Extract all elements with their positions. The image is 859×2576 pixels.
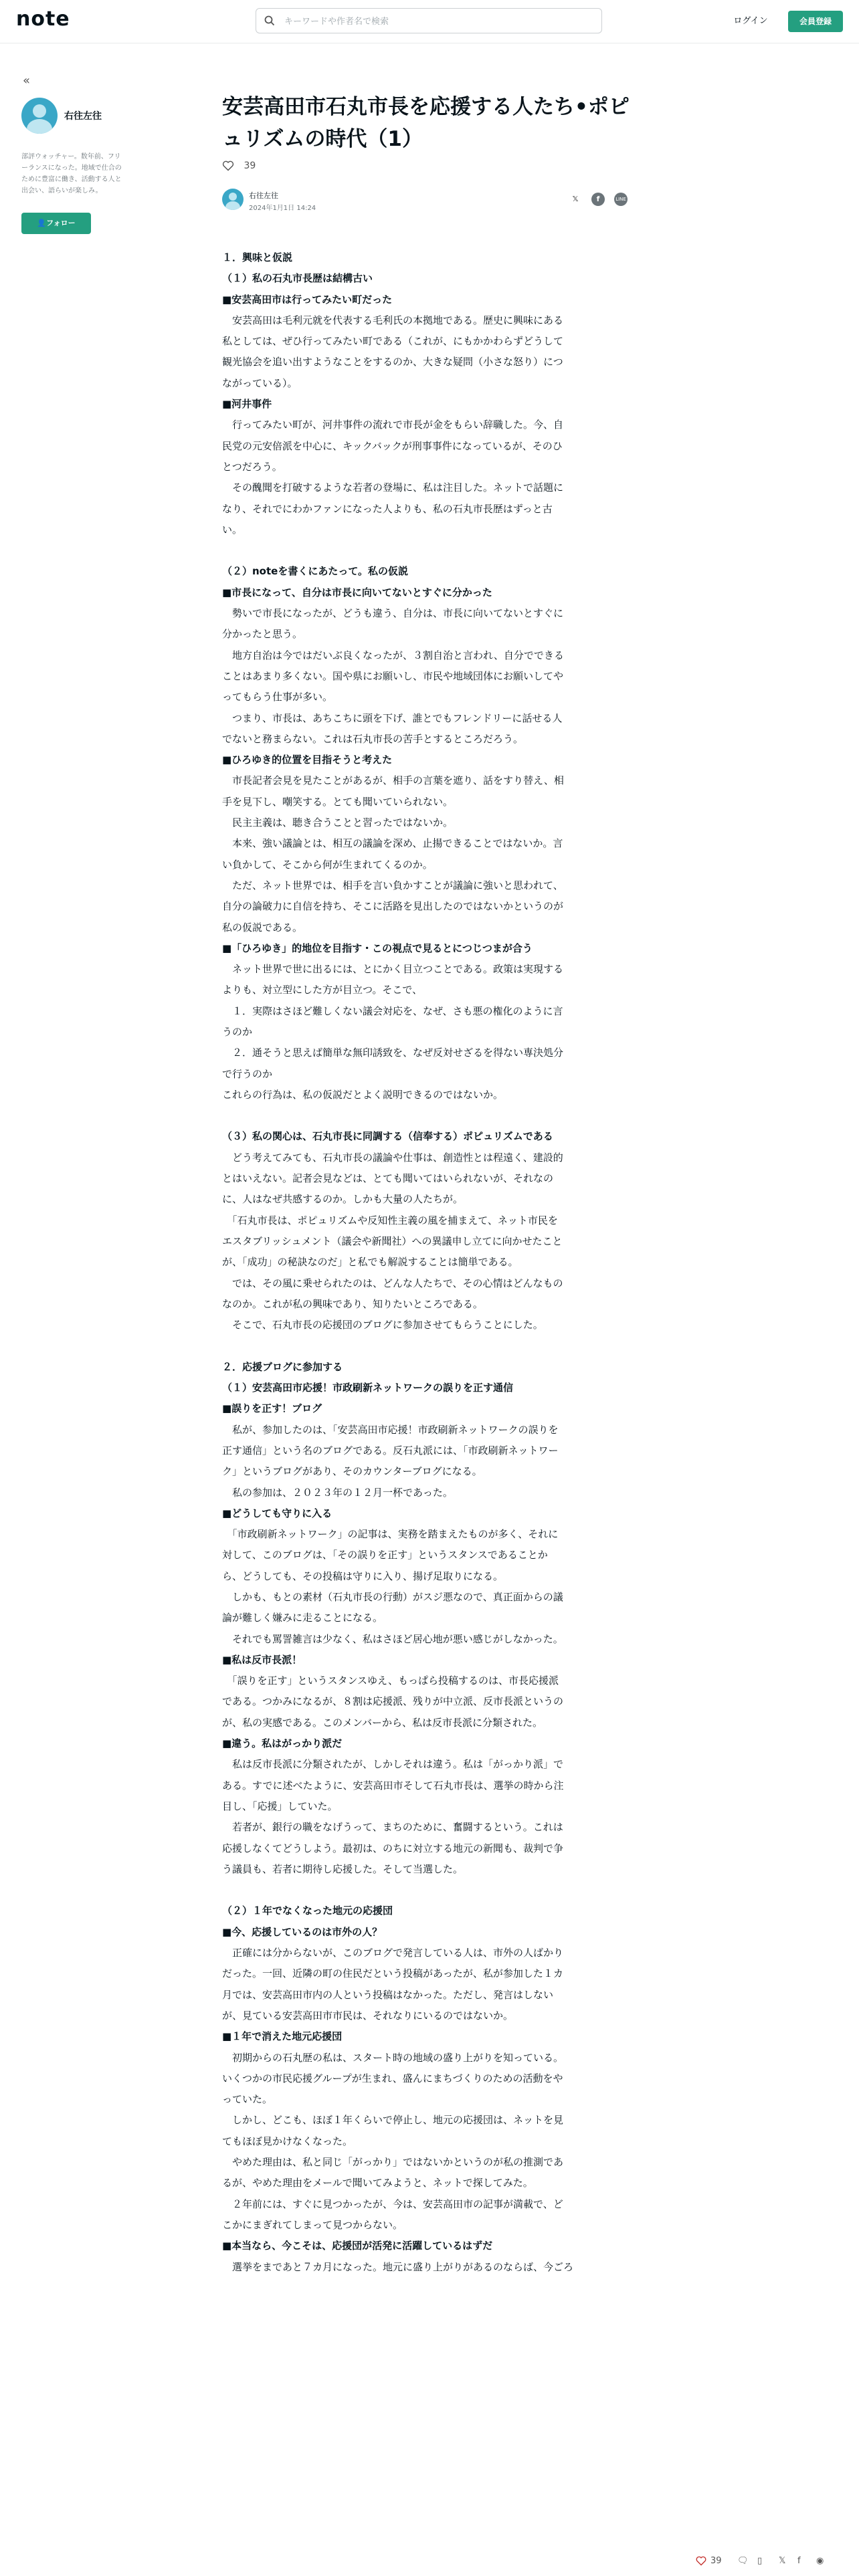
- body-line: ただ、ネット世界では、相手を言い負かすことが議論に強いと思われて、: [222, 879, 563, 891]
- body-line: ２．通そうと思えば簡単な無印誘致を、なぜ反対せざるを得ない専決処分: [222, 1047, 564, 1059]
- body-line: １．実際はさほど難しくない議会対応を、なぜ、さも悪の権化のように言: [222, 1004, 563, 1017]
- section-heading: （３）私の関心は、石丸市長に同調する（信奉する）ポピュリズムである: [222, 1130, 553, 1143]
- author-name[interactable]: 右往左往: [64, 111, 102, 122]
- body-line: が、「成功」の秘訣なのだ」と私でも解説することは簡単である。: [222, 1256, 518, 1269]
- body-line: い。: [222, 523, 243, 536]
- body-line: 「誤りを正す」というスタンスゆえ、もっぱら投稿するのは、市長応援派: [222, 1675, 559, 1687]
- section-heading: （２）noteを書くにあたって。私の仮説: [222, 565, 409, 578]
- body-line: に、人はなぜ共感するのか。しかも大量の人たちが。: [222, 1193, 464, 1206]
- body-line: 市長記者会見を見たことがあるが、相手の言葉を遮り、話をすり替え、相: [222, 774, 564, 787]
- body-line: 勢いで市長になったが、どうも違う、自分は、市長に向いてないとすぐに: [222, 607, 564, 620]
- body-line: つまり、市長は、あちこちに頭を下げ、誰とでもフレンドリーに話せる人: [222, 712, 563, 724]
- body-line: 観光協会を追い出すようなことをするのか、大きな疑問（小さな怒り）につ: [222, 356, 563, 368]
- body-line: 私としては、ぜひ行ってみたい町である（これが、にもかかわらずどうして: [222, 335, 564, 348]
- subsection-heading: ■今、応援しているのは市外の人？: [222, 1925, 383, 1938]
- comment-icon[interactable]: 🗨: [737, 2556, 749, 2566]
- body-line: うのか: [222, 1025, 253, 1038]
- follow-label: フォロー: [46, 219, 76, 227]
- heart-icon[interactable]: [222, 160, 234, 171]
- body-line: 私が、参加したのは、「安芸高田市応援！市政刷新ネットワークの誤りを: [222, 1423, 559, 1436]
- subsection-heading: ■市長になって、自分は市長に向いてないとすぐに分かった: [222, 586, 492, 599]
- bookmark-icon[interactable]: ▯: [757, 2556, 763, 2566]
- body-line: う議員も、若者に期待し応援した。そして当選した。: [222, 1862, 464, 1875]
- body-line: なり、それでにわかファンになった人よりも、私の石丸市長歴はずっと古: [222, 502, 553, 515]
- body-line: 「石丸市長は、ポピュリズムや反知性主義の風を捕まえて、ネット市民を: [222, 1214, 558, 1226]
- body-line: しかも、もとの素材（石丸市長の行動）がスジ悪なので、真正面からの議: [222, 1591, 563, 1603]
- top-header: [0, 0, 859, 43]
- body-line: てもほぼ見かけなくなった。: [222, 2135, 353, 2147]
- search-input[interactable]: [283, 13, 593, 30]
- like-row: [222, 160, 256, 177]
- body-line: っていた。: [222, 2093, 273, 2106]
- article-title: 安芸高田市石丸市長を応援する人たち•ポピュリズムの時代（1）: [222, 95, 630, 151]
- body-line: 分かったと思う。: [222, 628, 303, 641]
- body-line: 行ってみたい町が、河井事件の流れで市長が金をもらい辞職した。今、自: [222, 419, 564, 431]
- body-line: だった。一回、近隣の町の住民だという投稿があったが、私が参加した１カ: [222, 1967, 563, 1980]
- author-avatar[interactable]: [21, 98, 58, 134]
- subsection-heading: ■「ひろゆき」的地位を目指す・この視点で見るとにつじつまが合う: [222, 942, 533, 954]
- body-line: 論が難しく嫌みに走ることになる。: [222, 1612, 383, 1624]
- section-heading: （１）安芸高田市応援！市政刷新ネットワークの誤りを正す通信: [222, 1382, 514, 1394]
- search-box[interactable]: [256, 8, 602, 33]
- author-bio: 部評ウォッチャー。数年前、フリーランスになった。地域で仕合のために豊富に働き、活動する人と出会い、語らいが楽しみ。: [21, 153, 122, 195]
- body-line: とつだろう。: [222, 460, 282, 473]
- body-line: こかにまぎれてしまって見つからない。: [222, 2218, 403, 2231]
- body-line: どう考えてみても、石丸市長の議論や仕事は、創造性とは程遠く、建設的: [222, 1151, 563, 1164]
- body-line: 自分の論破力に自信を持ち、そこに活路を見出したのではないかというのが: [222, 900, 564, 913]
- bottom-like-count[interactable]: 39: [710, 2556, 722, 2566]
- section-heading: ２．応援ブログに参加する: [222, 1360, 343, 1373]
- body-line: なのか。これが私の興味であり、知りたいところである。: [222, 1297, 483, 1310]
- subsection-heading: ■誤りを正す！ブログ: [222, 1402, 322, 1415]
- blank-line: [222, 1105, 637, 1126]
- body-line: ある。すでに述べたように、安芸高田市そして石丸市長は、選挙の時から注: [222, 1779, 564, 1792]
- body-line: その醜聞を打破するような若者の登場に、私は注目した。ネットで話題に: [222, 481, 564, 494]
- body-line: 正確には分からないが、このブログで発言している人は、市外の人ばかり: [222, 1947, 564, 1959]
- body-line: ネット世界で世に出るには、とにかく目立つことである。政策は実現する: [222, 963, 564, 976]
- section-heading: １．興味と仮説: [222, 251, 293, 263]
- body-line: では、その風に乗せられたのは、どんな人たちで、その心情はどんなもの: [222, 1277, 563, 1289]
- subsection-heading: ■１年で消えた地元応援団: [222, 2030, 343, 2043]
- body-line: 民党の元安倍派を中心に、キックバックが刑事事件になっているが、そのひ: [222, 439, 563, 452]
- body-line: 若者が、銀行の職をなげうって、まちのために、奮闘するという。これは: [222, 1821, 563, 1834]
- body-line: 目し、「応援」していた。: [222, 1800, 338, 1812]
- bottom-action-bar: [696, 2555, 859, 2571]
- bottom-share-x-icon[interactable]: 𝕏: [779, 2556, 786, 2566]
- meta-author-avatar[interactable]: [222, 189, 244, 210]
- note-logo[interactable]: note: [16, 7, 70, 31]
- blank-line: [222, 1880, 637, 1901]
- body-line: 選挙をまであと７カ月になった。地元に盛り上がりがあるのならば、今ごろ: [222, 2260, 574, 2273]
- body-line: 本来、強い議論とは、相互の議論を深め、止揚できることではないか。言: [222, 837, 563, 850]
- publish-date: 2024年1月1日 14:24: [249, 205, 316, 212]
- blank-line: [222, 1335, 637, 1356]
- article-body: [222, 247, 637, 2278]
- body-line: エスタブリッシュメント（議会や新聞社）への異議申し立てに向かせたこと: [222, 1235, 563, 1247]
- login-button[interactable]: ログイン: [733, 16, 768, 26]
- bottom-share-line-icon[interactable]: ◉: [816, 2556, 824, 2566]
- share-line-icon[interactable]: LINE: [614, 193, 628, 206]
- body-line: である。つかみになるが、８割は応援派、残りが中立派、反市長派というの: [222, 1695, 564, 1708]
- body-line: しかし、どこも、ほぼ１年くらいで停止し、地元の応援団は、ネットを見: [222, 2114, 564, 2127]
- body-line: よりも、対立型にした方が目立つ。そこで、: [222, 984, 423, 996]
- body-line: 応援しなくてどうしよう。最初は、のちに対立する地元の新聞も、裁判で争: [222, 1842, 564, 1854]
- collapse-sidebar-icon[interactable]: «: [23, 74, 31, 88]
- body-line: 対して、このブログは、「その誤りを正す」というスタンスであることか: [222, 1549, 548, 1562]
- subsection-heading: ■どうしても守りに入る: [222, 1507, 332, 1519]
- body-line: 月では、安芸高田市内の人という投稿はなかった。ただし、発言はしない: [222, 1988, 554, 2001]
- body-line: でないと務まらない。これは石丸市長の苦手とするところだろう。: [222, 732, 524, 745]
- follow-button[interactable]: [21, 213, 91, 234]
- body-line: それでも罵詈雑言は少なく、私はさほど居心地が悪い感じがしなかった。: [222, 1632, 563, 1645]
- body-line: 私の参加は、２０２３年の１２月一杯であった。: [222, 1486, 453, 1499]
- body-line: 初期からの石丸歴の私は、スタート時の地域の盛り上がりを知っている。: [222, 2051, 564, 2064]
- body-line: ながっている）。: [222, 377, 298, 389]
- bottom-share-facebook-icon[interactable]: f: [797, 2556, 801, 2566]
- subsection-heading: ■本当なら、今こそは、応援団が活発に活躍しているはずだ: [222, 2240, 493, 2252]
- body-line: やめた理由は、私と同じ「がっかり」ではないかというのが私の推測であ: [222, 2156, 564, 2169]
- body-line: ２年前には、すぐに見つかったが、今は、安芸高田市の記事が満載で、ど: [222, 2197, 563, 2210]
- subsection-heading: ■河井事件: [222, 398, 272, 411]
- body-line: が、私の実感である。このメンバーから、私は反市長派に分類された。: [222, 1716, 543, 1729]
- body-line: るが、やめた理由をメールで聞いてみようと、ネットで探してみた。: [222, 2177, 533, 2189]
- body-line: 私は反市長派に分類されたが、しかしそれは違う。私は「がっかり派」で: [222, 1758, 564, 1771]
- body-line: 民主主義は、聴き合うことと習ったではないか。: [222, 817, 454, 829]
- body-line: 地方自治は今ではだいぶ良くなったが、３割自治と言われ、自分でできる: [222, 649, 564, 661]
- subsection-heading: ■ひろゆき的位置を目指そうと考えた: [222, 754, 393, 766]
- body-line: 安芸高田は毛利元就を代表する毛利氏の本拠地である。歴史に興味にある: [222, 314, 564, 326]
- body-line: そこで、石丸市長の応援団のブログに参加させてもらうことにした。: [222, 1319, 543, 1331]
- section-heading: （１）私の石丸市長歴は結構古い: [222, 272, 373, 285]
- body-line: 私の仮説である。: [222, 921, 303, 934]
- subsection-heading: ■私は反市長派！: [222, 1653, 302, 1666]
- body-line: 手を見下し、嘲笑する。とても聞いていられない。: [222, 795, 454, 808]
- share-x-icon[interactable]: 𝕏: [572, 195, 579, 203]
- body-line: ら、どうしても、その投稿は守りに入り、揚げ足取りになる。: [222, 1570, 504, 1582]
- body-line: い負かして、そこから何が生まれてくるのか。: [222, 858, 433, 871]
- body-line: ってもらう仕事が多い。: [222, 691, 333, 704]
- like-count[interactable]: 39: [244, 160, 256, 171]
- user-plus-icon: 👤: [37, 219, 47, 227]
- signup-button[interactable]: 会員登録: [788, 11, 843, 32]
- share-facebook-icon[interactable]: f: [591, 193, 605, 206]
- search-icon: [264, 15, 275, 26]
- body-line: で行うのか: [222, 1067, 273, 1080]
- bottom-heart-icon[interactable]: [696, 2556, 706, 2569]
- body-line: これらの行為は、私の仮説だとよく説明できるのではないか。: [222, 1088, 504, 1101]
- meta-author-name[interactable]: 右往左往: [249, 191, 278, 200]
- body-line: ことはあまり多くない。国や県にお願いし、市民や地域団体にお願いしてや: [222, 669, 564, 682]
- body-line: 「市政刷新ネットワーク」の記事は、実務を踏まえたものが多く、それに: [222, 1528, 559, 1541]
- body-line: が、見ている安芸高田市市民は、それなりにいるのではないか。: [222, 2009, 514, 2022]
- body-line: ク」というブログがあり、そのカウンターブログになる。: [222, 1465, 482, 1478]
- body-line: いくつかの市民応援グループが生まれ、盛んにまちづくりのための活動をや: [222, 2072, 563, 2084]
- subsection-heading: ■違う。私はがっかり派だ: [222, 1737, 343, 1750]
- body-line: 正す通信」という名のブログである。反石丸派には、「市政刷新ネットワー: [222, 1444, 559, 1457]
- body-line: とはいえない。記者会見などは、とても聞いてはいられないが、それなの: [222, 1172, 554, 1185]
- subsection-heading: ■安芸高田市は行ってみたい町だった: [222, 293, 393, 306]
- blank-line: [222, 540, 637, 561]
- section-heading: （２）１年でなくなった地元の応援団: [222, 1905, 393, 1917]
